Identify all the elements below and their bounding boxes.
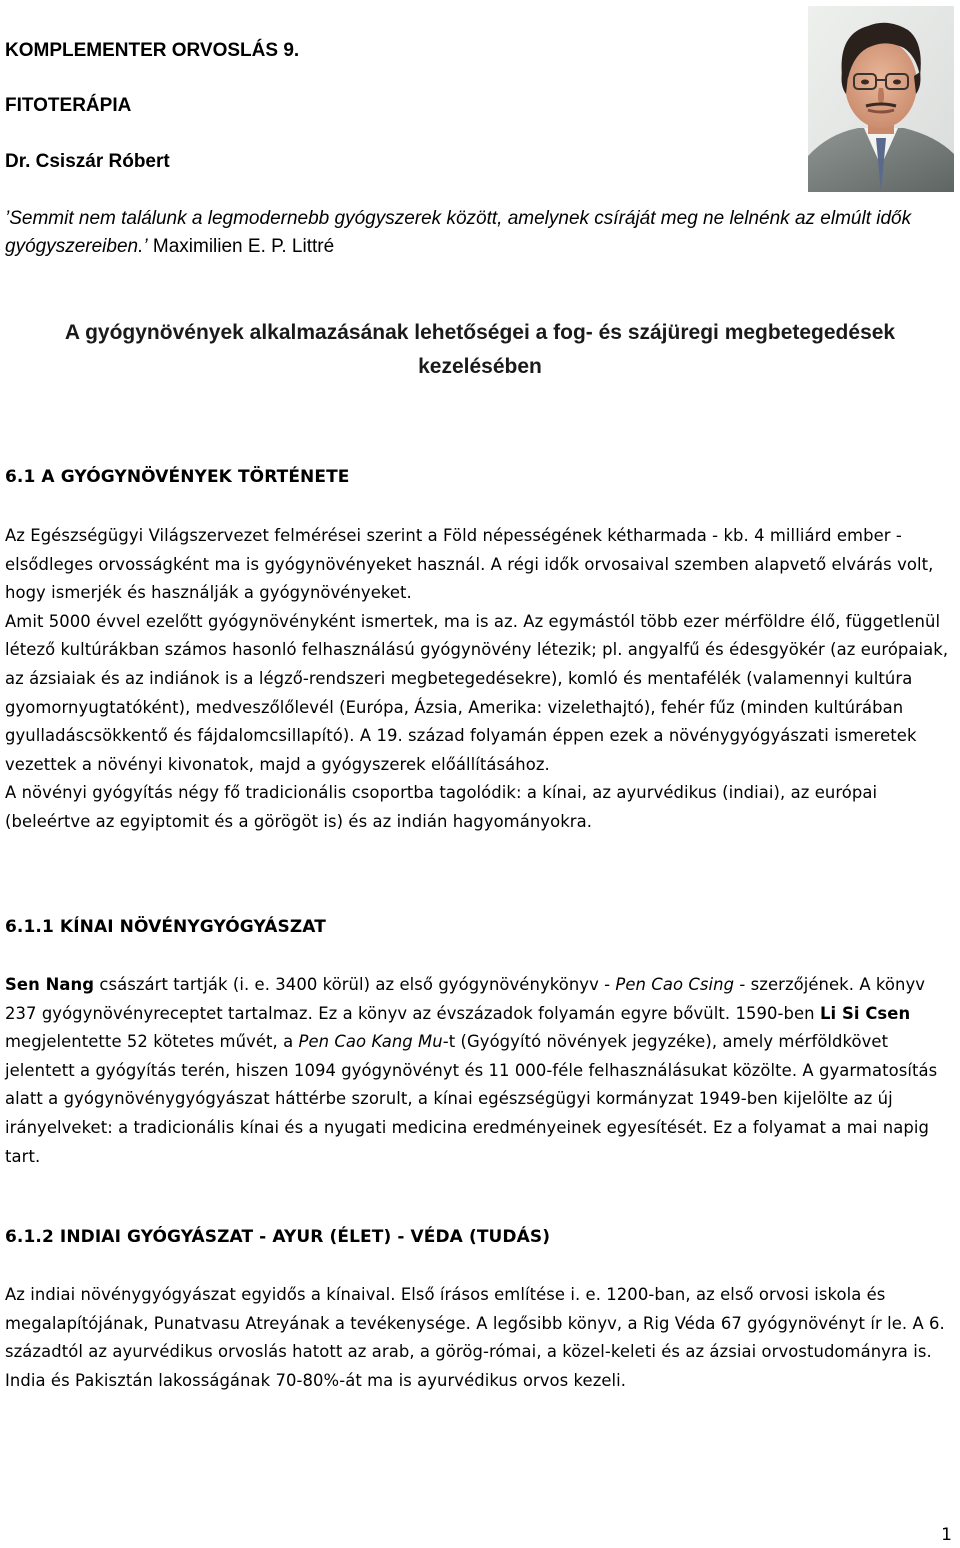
text-run: császárt tartják (i. e. 3400 körül) az első gyógynövénykönyv - (94, 975, 616, 994)
epigraph (5, 205, 925, 261)
paragraph: A növényi gyógyítás négy fő tradicionális csoportba tagolódik: a kínai, az ayurvédikus (indiai), az európai (beleértve az egyiptomit és a görögöt is) és az indián hagyományokra. (5, 783, 878, 831)
section-heading-6-1: 6.1 A GYÓGYNÖVÉNYEK TÖRTÉNETE (5, 467, 350, 487)
person-name: Li Si Csen (819, 1003, 911, 1023)
main-title: A gyógynövények alkalmazásának lehetőségei a fog- és szájüregi megbetegedések kezelésében (64, 321, 896, 378)
epigraph-text: ’Semmit nem találunk a legmodernebb gyógyszerek között, amelynek csíráját meg ne lelnénk az elmúlt idők gyógyszereiben.’ (5, 208, 912, 257)
author-portrait (808, 6, 954, 192)
paragraph: Az Egészségügyi Világszervezet felmérései szerint a Föld népességének kétharmada - kb. 4 milliárd ember - elsődleges orvosságként ma is gyógynövényeket használ. A régi idők orvosaival szemben alapvető elvárás volt, hogy ismerjék és használják a gyógynövényeket. (5, 526, 934, 603)
text-run: - szerzőjének. A könyv 237 gyógynövényreceptet tartalmaz. Ez a könyv az évszázadok folyamán egyre bővült. 1590-ben (5, 975, 926, 1023)
author-name: Dr. Csiszár Róbert (5, 151, 170, 172)
section-6-1-body (5, 522, 955, 837)
section-6-1-2-body: Az indiai növénygyógyászat egyidős a kínaival. Első írásos említése i. e. 1200-ban, az első orvosi iskola és megalapítójának, Punatvasu Atreyának a tevékenysége. A legősibb könyv, a Rig Véda 67 gyógynövényt ír le. A 6. századtól az ayurvédikus orvoslás hatott az arab, a görög-római, a közel-keleti és az ázsiai orvostudományra is. India és Pakisztán lakosságának 70-80%-át ma is ayurvédikus orvos kezeli. (5, 1285, 945, 1390)
page-number: 1 (941, 1525, 952, 1545)
paragraph: Amit 5000 évvel ezelőtt gyógynövényként ismertek, ma is az. Az egymástól több ezer mérföldre élő, függetlenül létező kultúrákban számos hasonló felhasználású gyógynövény létezik; pl. angyalfű és édesgyökér (az európaiak, az ázsiaiak és az indiánok is a légző-rendszeri megbetegedésekre), komló és mentafélék (valamennyi kultúra gyomornyugtatóként), medveszőlőlevél (Európa, Ázsia, Amerika: vizelethajtó), fehér fűz (minden kultúrában gyulladáscsökkentő és fájdalomcsillapító). A 19. század folyamán éppen ezek a növénygyógyászati ismeretek vezettek a növényi kivonatok, majd a gyógyszerek előállításához. (5, 611, 949, 774)
section-heading-6-1-1: 6.1.1 KÍNAI NÖVÉNYGYÓGYÁSZAT (5, 917, 326, 937)
epigraph-attribution: Maximilien E. P. Littré (147, 236, 335, 257)
series-title: KOMPLEMENTER ORVOSLÁS 9. (5, 40, 300, 61)
section-6-1-1-body (5, 971, 955, 1171)
section-heading-6-1-2: 6.1.2 INDIAI GYÓGYÁSZAT - AYUR (ÉLET) - VÉDA (TUDÁS) (5, 1227, 551, 1247)
text-run: -t (Gyógyító növények jegyzéke), amely mérföldkövet jelentett a gyógyítás terén, hiszen 1094 gyógynövényt és 11 000-féle felhasználásukat közölte. A gyarmatosítás alatt a gyógynövénygyógyászat háttérbe szorult, a kínai egészségügyi kormányzat 1949-ben kijelölte az új irányelveket: a tradicionális kínai és a nyugati medicina eredményeinek egyesítését. Ez a folyamat a mai napig tart. (5, 1032, 938, 1166)
book-title: Pen Cao Kang Mu (298, 1032, 443, 1052)
book-title: Pen Cao Csing (615, 975, 735, 994)
person-name: Sen Nang (5, 975, 95, 994)
text-run: megjelentette 52 kötetes művét, a (5, 1032, 299, 1052)
subject-title: FITOTERÁPIA (5, 95, 132, 116)
